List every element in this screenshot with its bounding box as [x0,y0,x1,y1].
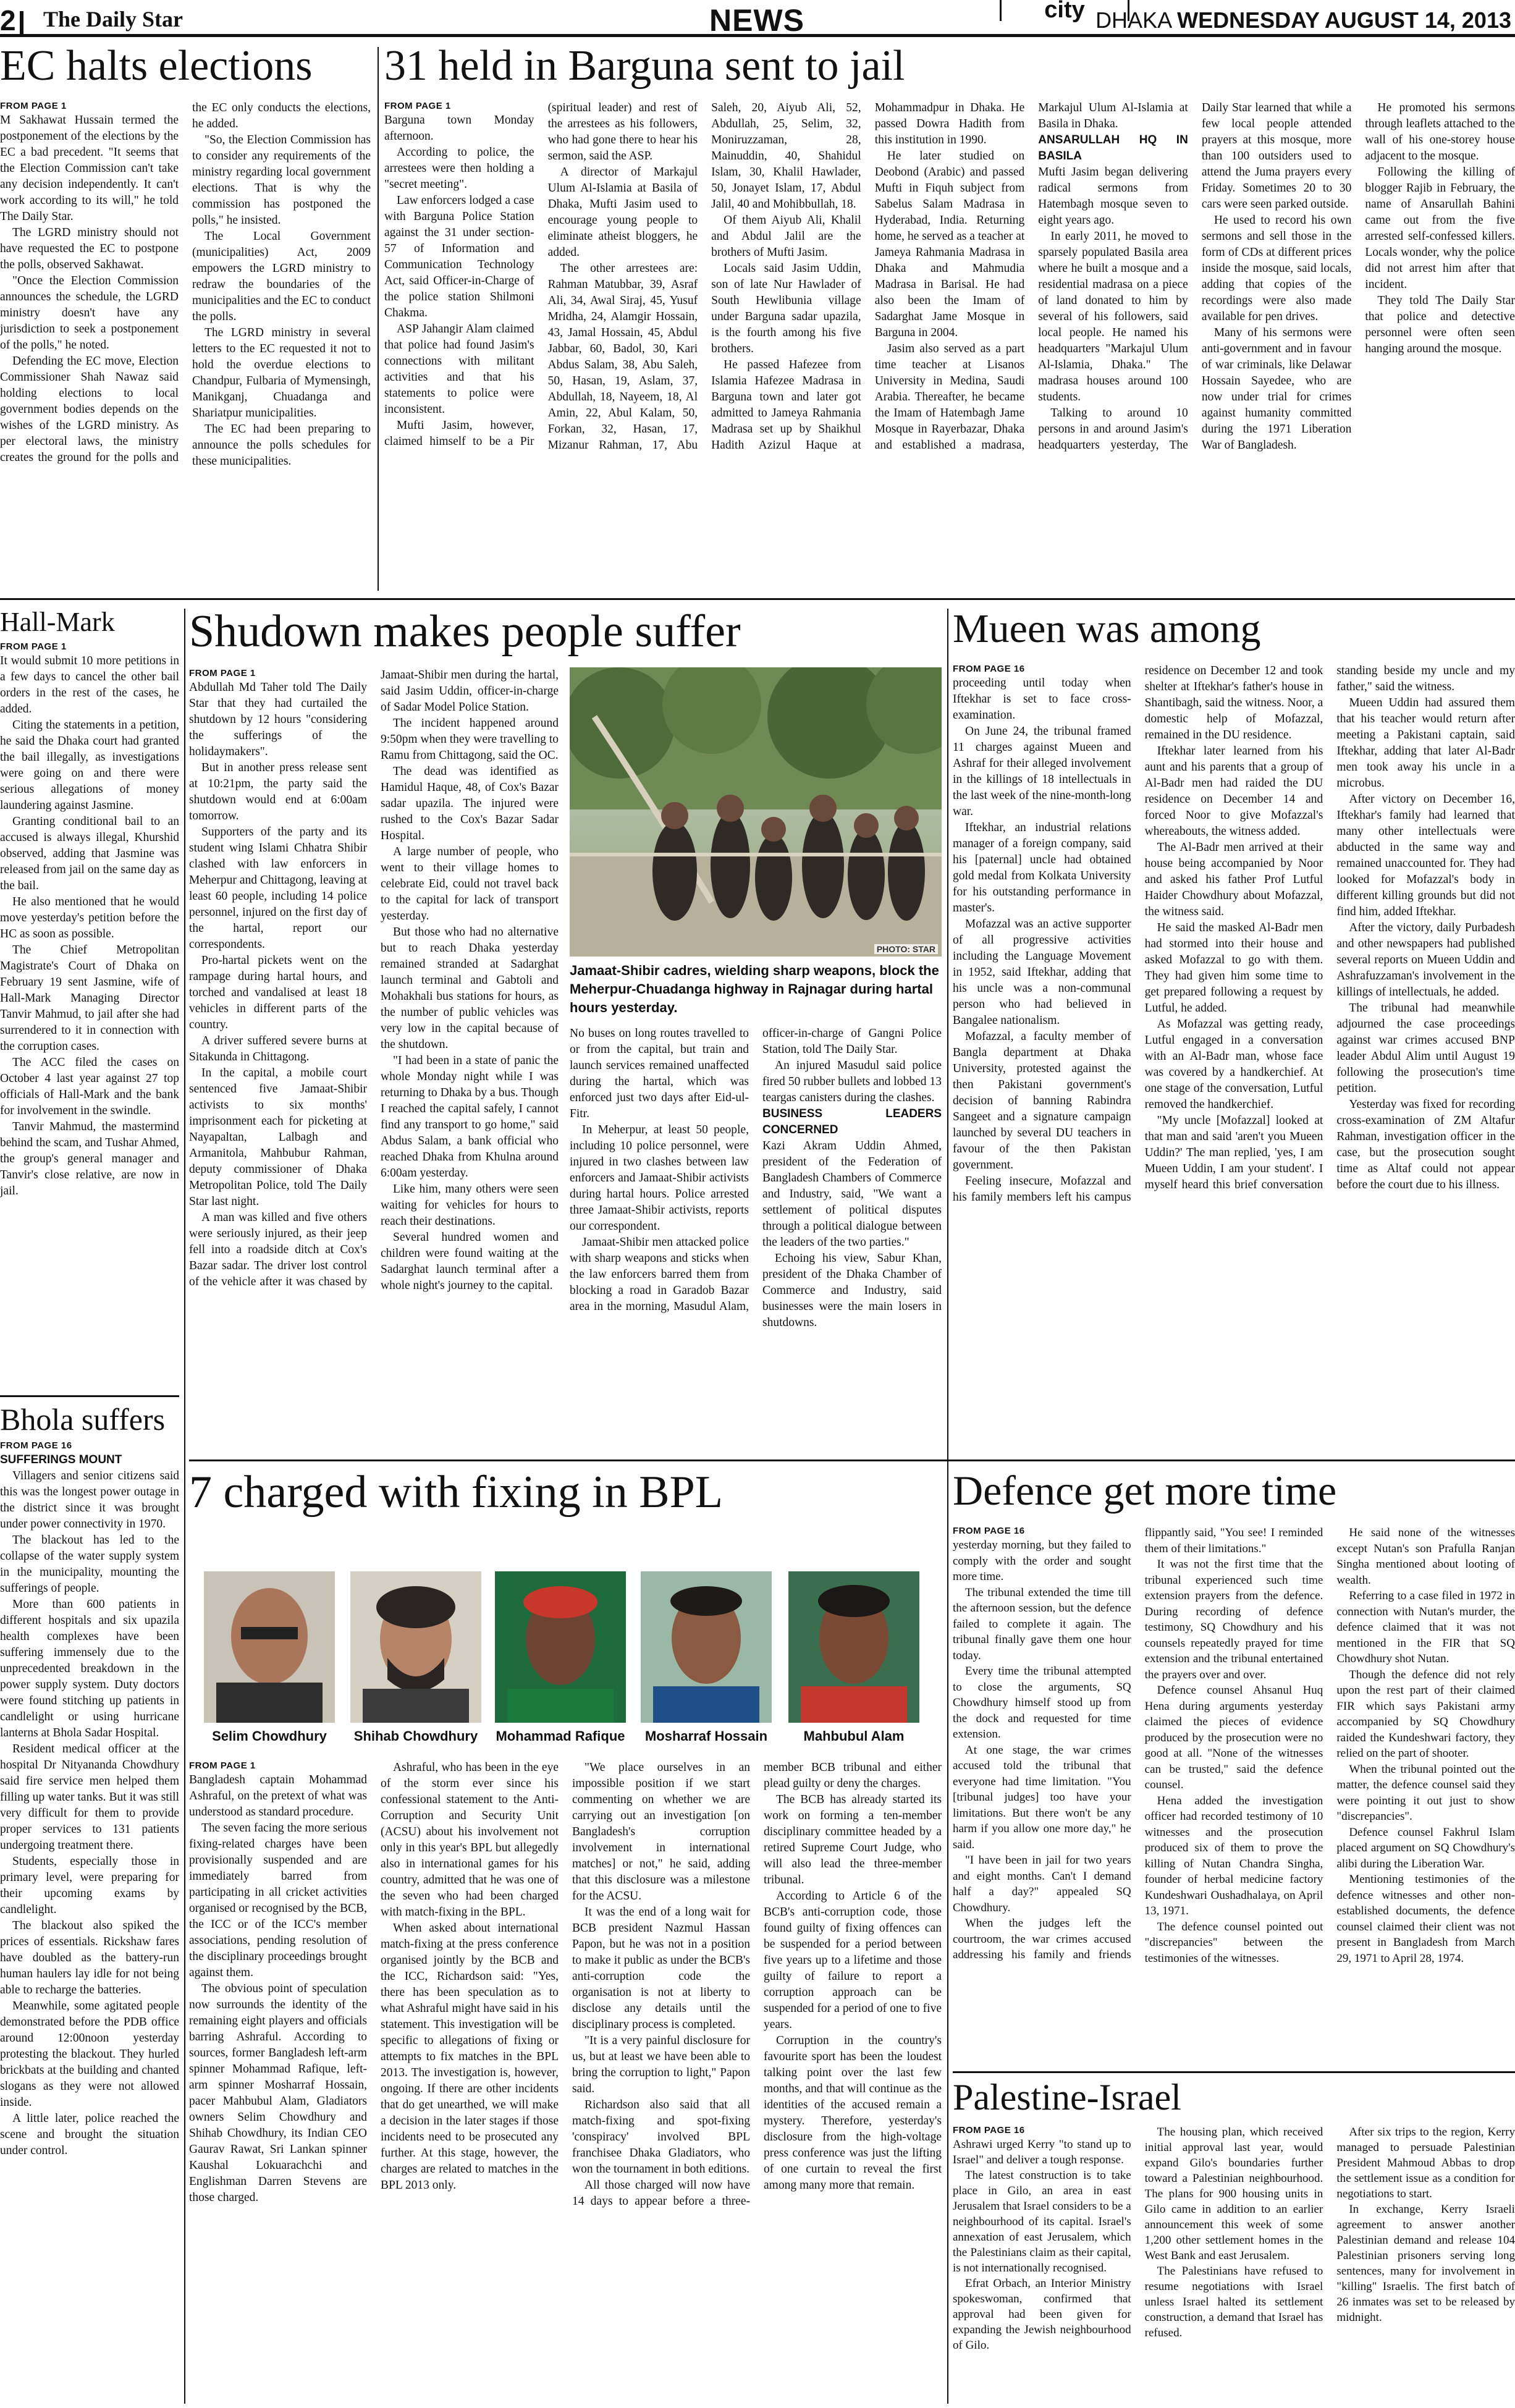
paragraph: Mofazzal, a faculty member of Bangla department at Dhaka University, protested against the then Pakistani government's decision of banning Rabindra Sangeet and a signature campaign launched by several DU teachers in favour of the then Pakistan government. [953,1030,1131,1172]
player-photo-image [350,1571,481,1723]
paragraph: In Meherpur, at least 50 people, including 10 police personnel, were injured in two clashes between law enforcers and Jamaat-Shibir activists during hartal hours. Police arrested three Jamaat-Shibir activists, reports our correspondent. [570,1123,749,1233]
paragraph: Ashrawi urged Kerry "to stand up to Israel" and deliver a tough response. [953,2138,1131,2166]
paragraph: Meanwhile, some agitated people demonstrated before the PDB office around 12:00noon yesterday protesting the blackout. They hurled brickbats at the building and chanted slogans as they were not allowed inside. [0,2000,179,2109]
paragraph: The latest construction is to take place in Gilo, an area in east Jerusalem that Israel considers to be a neighbourhood of its capital. Israel's annexation of east Jerusalem, which the Palestinians claim as their capital, is not internationally recognised. [953,2169,1131,2275]
paragraph: At one stage, the war crimes accused told the tribunal that everyone had time limitation. "You [tribunal judges] too have your limitations. But there won't be any harm if you allow one more day," he said. [953,1743,1131,1851]
paragraph: The defence counsel pointed out "discrepancies" between the testimonies of the witnesses. [1144,1920,1323,1965]
paragraph: "I had been in a state of panic the whole Monday night while I was returning to Dhaka by a bus. Though I reached the capital safely, I cannot find any transport to go home," said Abdus Salam, a bank official who reached Dhaka from Khulna around 6:00am yesterday. [381,1054,559,1180]
story-palestine-israel [953,2079,1515,2405]
page-number: 2 [0,4,23,37]
player-name: Shihab Chowdhury [353,1728,478,1744]
paragraph: After six trips to the region, Kerry managed to persuade Palestinian President Mahmoud Abbas to drop the settlement issue as a condition for negotiations to start. [1336,2126,1515,2200]
paragraph: They told The Daily Star that police and detective personnel were often seen hanging around the mosque. [1365,294,1515,355]
player-photo-3 [495,1571,626,1723]
headline: 7 charged with fixing in BPL [189,1469,723,1518]
paragraph: The dead was identified as Hamidul Haque, 48, of Cox's Bazar sadar upazila. The injured were rushed to the Cox's Bazar Sadar Hospital. [381,765,559,842]
paragraph: The BCB has already started its work on forming a ten-member disciplinary committee headed by a retired Supreme Court Judge, who will also lead the three-member tribunal. [764,1793,942,1886]
story-body [953,1525,1515,2066]
paragraph: The Al-Badr men arrived at their house being accompanied by Noor and asked his father Prof Lutful Haider Chowdhury about Mofazzal, the witness said. [1144,841,1323,918]
subhead: BUSINESS LEADERS CONCERNED [762,1107,942,1136]
paragraph: Law enforcers lodged a case with Barguna Police Station against the 31 under section-57 of Information and Communication Technology Act, said Officer-in-Charge of the police station Shilmoni Chakma. [384,194,534,319]
story-body [384,100,1515,582]
paragraph: The blackout also spiked the prices of essentials. Rickshaw fares have doubled as the battery-run human haulers lay idle for not being able to recharge the batteries. [0,1919,179,1996]
story-bhola-suffers [0,1404,179,2405]
paragraph: The obvious point of speculation now surrounds the identity of the remaining eight players and officials barring Ashraful. According to sources, former Bangladesh left-arm spinner Mohammad Rafique, left-arm spinner Mosharraf Hossain, pacer Mahbubul Alam, Gladiators owners Selim Chowdhury and Shihab Chowdhury, its Indian CEO Gaurav Rawat, Sri Lankan spinner Kaushal Lokuarachchi and Englishman Darren Stevens are those charged. [189,1982,367,2204]
player-photo-image [788,1571,919,1723]
paragraph: On June 24, the tribunal framed 11 charges against Mueen and Ashraf for their alleged involvement in the killings of 18 intellectuals in the last week of the nine-month-long war. [953,725,1131,818]
paragraph: Several hundred women and children were found waiting at the Sadarghat launch terminal after a whole night's journey to the capital. [381,1231,559,1292]
paragraph: Mofazzal was an active supporter of all progressive activities including the Language Movement in 1952, said Iftekhar, adding that his uncle was a non-communal person who had believed in Bangalee nationalism. [953,918,1131,1027]
paragraph: Abdullah Md Taher told The Daily Star that they had curtailed the shutdown by 12 hours "considering the sufferings of the holidaymakers". [189,681,367,758]
player-photo-1 [204,1571,335,1723]
paragraph: Students, especially those in primary level, were preparing for their upcoming exams by candlelight. [0,1855,179,1916]
column-rule [378,47,379,591]
paragraph: Barguna town Monday afternoon. [384,114,534,143]
story-body [953,663,1515,1448]
paragraph: M Sakhawat Hussain termed the postponement of the elections by the EC a bad precedent. "It seems that the Election Commission can't take any decision independently. It can't work according to its will," he told The Daily Star. [0,114,179,223]
paragraph: The tribunal extended the time till the afternoon session, but the defence failed to complete it again. The tribunal finally gave them one hour today. [953,1586,1131,1662]
paragraph: Resident medical officer at the hospital Dr Nityananda Chowdhury said fire service men helped them filling up water tanks. But it was still very difficult for them to provide proper services to 131 patients undergoing treatment there. [0,1743,179,1852]
paragraph: A large number of people, who went to their village homes to celebrate Eid, could not travel back to the capital for lack of transport yesterday. [381,845,559,923]
paragraph: Mufti Jasim, however, claimed himself to be a Pir (spiritual leader) and rest of the arrestees as his followers, who had gone there to hear his sermon, said the ASP. [384,101,698,448]
paragraph: The Local Government (municipalities) Act, 2009 empowers the LGRD ministry to redraw the boundaries of the municipalities and the EC to conduct the polls. [192,230,371,323]
paragraph: He used to record his own sermons and sell those in the form of CDs at different prices inside the mosque, said locals, adding that copies of the recordings were also made available for pen drives. [1201,214,1352,323]
paragraph: Jasim also served as a part time teacher at Lisanos University in Medina, Saudi Arabia. Thereafter, he became the Imam of Hatembagh Jame Mosque in Rayerbazar, Dhaka and established a madrasa, Markajul Ulum Al-Islamia at Basila in Dhaka. [874,101,1188,452]
paragraph: He promoted his sermons through leaflets attached to the wall of his one-storey house adjacent to the mosque. [1365,101,1515,163]
paragraph: Yesterday was fixed for recording cross-examination of ZM Altafur Rahman, investigation officer in the case, but the prosecution sought time as Altaf could not appear before the court due to his illness. [1336,1098,1515,1191]
paragraph: "It is a very painful disclosure for us, but at least we have been able to bring the corruption to light," Papon said. [572,2034,750,2095]
paragraph: Ashraful, who has been in the eye of the storm ever since his confessional statement to the Anti-Corruption and Security Unit (ACSU) about his involvement not only in this year's BPL but allegedly also in international games for his country, admitted that he was one of the seven who had been charged with match-fixing in the BPL. [381,1761,559,1919]
player-photo-2 [350,1571,481,1723]
hartal-photo-image [570,667,942,957]
paragraph: It was the end of a long wait for BCB president Nazmul Hassan Papon, but he was not in a position to make it public as under the BCB's anti-corruption code the organisation is not at liberty to disclose any details until the disciplinary process is completed. [572,1906,750,2031]
paragraph: In early 2011, he moved to sparsely populated Basila area where he built a mosque and a residential madrasa on a piece of land donated to him by several of his followers, said local people. He named his headquarters "Markajul Ulum Al-Islamia, Dhaka." The madrasa houses around 100 students. [1038,230,1188,403]
paragraph: Citing the statements in a petition, he said the Dhaka court had granted the bail illegally, as investigations were going on and there were serious allegations of money laundering against Jasmine. [0,719,179,812]
story-hall-mark [0,609,179,1390]
paragraph: Iftekhar, an industrial relations manager of a foreign company, said his [paternal] uncle had obtained gold medal from Kolkata University for his outstanding performance in master's. [953,821,1131,915]
story-mueen-was-among [953,609,1515,1455]
paragraph: According to Article 6 of the BCB's anti-corruption code, those found guilty of fixing offences can be suspended for a period between five years up to a lifetime and those guilty of failure to report a corruption approach can be suspended for a period of one to five years. [764,1890,942,2031]
story-defence-more-time [953,1469,1515,2069]
section-rule [953,2071,1515,2073]
column-rule [947,609,948,2404]
paragraph: Talking to around 10 persons in and around Jasim's headquarters yesterday, The Daily Star learned that while a few local people attended prayers at this mosque, more than 100 outsiders used to attend the Juma prayers every Friday. Sometimes 20 to 30 cars were seen parked outside. [1038,101,1352,452]
paragraph: yesterday morning, but they failed to comply with the order and sought more time. [953,1539,1131,1583]
section-rule [0,598,1515,600]
paragraph: Referring to a case filed in 1972 in connection with Nutan's murder, the defence claimed that it was not mentioned in the FIR that SQ Chowdhury shot Nutan. [1336,1589,1515,1665]
paragraph: Following the killing of blogger Rajib in February, the name of Ansarullah Bahini came out from the five arrested self-confessed killers. Locals wonder, why the police did not arrest him after that incident. [1365,166,1515,291]
paragraph: All those charged will now have 14 days to appear before a three-member BCB tribunal and either plead guilty or deny the charges. [572,1761,942,2208]
paragraph: The blackout has led to the collapse of the water supply system in the municipality, mounting the sufferings of people. [0,1534,179,1595]
paper-name: The Daily Star [43,7,184,32]
story-body [0,100,371,582]
paragraph: Defence counsel Ahsanul Huq Hena during arguments yesterday claimed the pieces of evidence produced by the prosecution were no good at all. "None of the witnesses can be trusted," said the defence counsel. [1144,1684,1323,1791]
photo-credit: PHOTO: STAR [874,944,938,954]
paragraph: The Chief Metropolitan Magistrate's Court of Dhaka on February 19 sent Jasmine, wife of Hall-Mark Managing Director Tanvir Mahmud, to jail after she had surrendered to it in connection with the corruption cases. [0,944,179,1053]
player-photo-image [641,1571,772,1723]
paragraph: The tribunal had meanwhile adjourned the case proceedings against war crimes accused BNP leader Abdul Alim until August 19 following the prosecution's time petition. [1336,1002,1515,1095]
paragraph: Richardson also said that all match-fixing and spot-fixing 'conspiracy' involved BPL franchisee Dhaka Gladiators, who won the tournament in both editions. [572,2098,750,2176]
paragraph: Bangladesh captain Mohammad Ashraful, on the pretext of what was understood as standard procedure. [189,1773,367,1819]
paragraph: It was not the first time that the tribunal experienced such time extension prayers from the defence. During recording of defence testimony, SQ Chowdhury and his counsels repeatedly prayed for time extension and the tribunal entertained the prayers over and over. [1144,1558,1323,1681]
paragraph: Mentioning testimonies of the defence witnesses and other non-established documents, the defence counsel claimed their client was not present in Bangladesh from March 29, 1971 to April 28, 1974. [1336,1873,1515,1965]
paragraph: According to police, the arrestees were then holding a "secret meeting". [384,146,534,191]
paragraph: He passed Hafezee from Islamia Hafezee Madrasa in Barguna town and later got admitted to Jameya Rahmania Madrasa set up by Shaikhul Hadith Azizul Haque at Mohammadpur in Dhaka. He passed Dowra Hadith from this institution in 1990. [711,101,1025,452]
headline: Palestine-Israel [953,2079,1181,2118]
story-ec-halts-elections [0,44,371,588]
paragraph: He said none of the witnesses except Nutan's son Prafulla Ranjan Singha mentioned about looting of wealth. [1336,1526,1515,1587]
paragraph: Hena added the investigation officer had recorded testimony of 10 witnesses and the prosecution produced six of them to prove the killing of Nutan Chandra Singha, founder of herbal medicine factory Kundeshwari Oushadhalaya, on April 13, 1971. [1144,1794,1323,1917]
paragraph: The EC had been preparing to announce the polls schedules for these municipalities. [192,423,371,468]
paragraph: The Palestinians have refused to resume negotiations with Israel unless Israel halted its settlement construction, a demand that Israel has refused. [1144,2265,1323,2339]
paragraph: He also mentioned that he would move yesterday's petition before the HC as soon as possible. [0,895,179,940]
paragraph: "I have been in jail for two years and eight months. Can't I demand half a day?" appealed SQ Chowdhury. [953,1854,1131,1914]
paragraph: But those who had no alternative but to reach Dhaka yesterday remained stranded at Sadarghat launch terminal and Gabtoli and Mohakhali bus stations for hours, as the number of public vehicles was very low in the capital because of the shutdown. [381,926,559,1051]
jump-kicker: FROM PAGE 16 [953,664,1025,674]
paragraph: Supporters of the party and its student wing Islami Chhatra Shibir clashed with law enforcers in Meherpur and Chittagong, leaving at least 60 people, including 14 police personnel, injured on the first day of the hartal, report our correspondents. [189,826,367,951]
paragraph: Of them Aiyub Ali, Khalil and Abdul Jalil are the brothers of Mufti Jasim. [711,214,861,259]
section-label: NEWS [709,3,804,38]
player-name: Mohammad Rafique [496,1728,625,1744]
paragraph: In the capital, a mobile court sentenced five Jamaat-Shibir activists to six months' imprisonment each for picketing at Nayapaltan, Lalbagh and Armanitola, Mahbubur Rahman, deputy commissioner of Dhaka Metropolitan Police, told The Daily Star last night. [189,1067,367,1208]
masthead [0,0,1515,37]
paragraph: Every time the tribunal attempted to close the arguments, SQ Chowdhury himself stood up from the dock and requested for time extension. [953,1665,1131,1741]
jump-kicker: FROM PAGE 1 [0,101,67,111]
paragraph: proceeding until today when Iftekhar is set to face cross-examination. [953,677,1131,722]
paragraph: "So, the Election Commission has to consider any requirements of the ministry regarding local government elections. That is why the commission has postponed the polls," he insisted. [192,133,371,227]
paragraph: A little later, police reached the scene and brought the situation under control. [0,2112,179,2157]
paragraph: The seven facing the more serious fixing-related charges have been provisionally suspended and are immediately barred from participating in all cricket activities organised or recognised by the BCB, the ICC or of the ICC's member associations, pending resolution of the disciplinary proceedings brought against them. [189,1822,367,1979]
headline: Bhola suffers [0,1404,166,1437]
paragraph: Efrat Orbach, an Interior Ministry spokeswoman, confirmed that approval had been given for expanding the Jewish neighbourhood of Gilo. [953,2277,1131,2352]
paragraph: In exchange, Kerry Israeli agreement to answer another Palestinian demand and release 104 Palestinian prisoners serving long sentences, many for involvement in "killing" Israelis. The first batch of 26 inmates was set to be released by midnight. [1336,2203,1515,2324]
jump-kicker: FROM PAGE 16 [0,1440,72,1451]
paragraph: Kazi Akram Uddin Ahmed, president of the Federation of Bangladesh Chambers of Commerce and Industry, said, "We want a settlement of political disputes through a political dialogue between the leaders of the two parties." [762,1139,942,1249]
player-photo-4 [641,1571,772,1723]
player-photo-5 [788,1571,919,1723]
paragraph: Villagers and senior citizens said this was the longest power outage in the district since it was brought under power connectivity in 1970. [0,1469,179,1531]
paragraph: The ACC filed the cases on October 4 last year against 27 top officials of Hall-Mark and the bank for involvement in the swindle. [0,1056,179,1117]
paragraph: "We place ourselves in an impossible position if we start commenting on whether we are carrying out an investigation [on Bangladesh's corruption involvement in international matches] or not," he said, adding that this disclosure was a milestone for the ACSU. [572,1761,750,1903]
paragraph: An injured Masudul said police fired 50 rubber bullets and lobbed 13 teargas canisters during the clashes. [762,1059,942,1104]
hartal-photo [570,667,942,957]
paragraph: Defence counsel Fakhrul Islam placed argument on SQ Chowdhury's alibi during the Liberation War. [1336,1825,1515,1870]
player-name: Mosharraf Hossain [644,1728,768,1744]
paragraph: Mueen Uddin had assured them that his teacher would return after meeting a Pakistani captain, said Iftekhar, adding that later Al-Badr men took away his uncle in a microbus. [1336,696,1515,790]
subsection-label: city [1000,0,1129,21]
jump-kicker: FROM PAGE 1 [384,101,451,111]
paragraph: "My uncle [Mofazzal] looked at that man and said 'aren't you Mueen Uddin?' The man replied, 'yes, I am Mueen Uddin, I am your student'. I myself heard this brief conversation standing beside my uncle and my father," said the witness. [1144,664,1515,1191]
paragraph: He said the masked Al-Badr men had stormed into their house and asked Mofazzal to go with them. They had given him some time to get prepared following a request by Lutful, he added. [1144,921,1323,1015]
photo-caption: Jamaat-Shibir cadres, wielding sharp weapons, block the Meherpur-Chuadanga highway in Rajnagar during hartal hours yesterday. [570,963,939,1015]
paragraph: The incident happened around 9:50pm when they were travelling to Ramu from Chittagong, said the OC. [381,717,559,762]
headline: EC halts elections [0,44,313,90]
paragraph: Pro-hartal pickets went on the rampage during hartal hours, and torched and vandalised at least 18 vehicles in different parts of the country. [189,954,367,1031]
subhead: ANSARULLAH HQ IN BASILA [1038,133,1188,163]
shutdown-body-left [189,667,559,1452]
paragraph: A driver suffered severe burns at Sitakunda in Chittagong. [189,1034,367,1063]
paragraph: He later studied on Deobond (Arabic) and passed Mufti in Fiquh subject from Sabelus Salam Madrasa in Hyderabad, India. Returning home, he served as a teacher at Jameya Rahmania Madrasa in Dhaka and Mahmudia Madrasa in Barisal. He had also been the Imam of Sadarghat Jame Mosque in Barguna in 2004. [874,150,1025,339]
jump-kicker: FROM PAGE 1 [0,641,67,652]
shutdown-body-right [570,1026,942,1452]
paragraph: The LGRD ministry should not have requested the EC to postpone the polls, observed Sakhawat. [0,226,179,271]
paragraph: Tanvir Mahmud, the mastermind behind the scam, and Tushar Ahmed, the group's general manager and Tanvir's close relative, are now in jail. [0,1120,179,1198]
paragraph: More than 600 patients in different hospitals and six upazila health complexes have been suffering immensely due to the unprecedented breakdown in the power supply system. Duty doctors were found stitching up patients in candlelight or using hurricane lanterns at Bhola Sadar Hospital. [0,1598,179,1739]
bpl-body [189,1760,942,2405]
section-rule [0,1395,179,1397]
paragraph: ASP Jahangir Alam claimed that police had found Jasim's connections with militant activities and that his statements to police were inconsistent. [384,323,534,416]
headline: Shudown makes people suffer [189,609,741,657]
story-bpl-fixing [189,1469,942,1571]
paragraph: Mufti Jasim began delivering radical sermons from Hatembagh mosque seven to eight years ago. [1038,166,1188,227]
paragraph: But in another press release sent at 10:21pm, the party said the shutdown would end at 6:00am tomorrow. [189,761,367,822]
headline: Mueen was among [953,609,1261,651]
story-barguna-jail [384,44,1515,588]
paragraph: Corruption in the country's favourite sport has been the loudest talking point over the last few months, and that will continue as the identities of the accused remain a mystery. Therefore, yesterday's disclosure from the high-voltage press conference was just the lifting of one curtain to reveal the first among many more that remain. [764,2034,942,2192]
player-photo-image [204,1571,335,1723]
paragraph: Iftekhar later learned from his aunt and his parents that a group of Al-Badr men had raided the DU residence on December 14 and forced Noor to give Mofazzal's whereabouts, the witness added. [1144,745,1323,838]
paragraph: Granting conditional bail to an accused is always illegal, Khurshid observed, adding that Jasmine was released from jail on the same day as the bail. [0,815,179,892]
paragraph: Many of his sermons were anti-government and in favour of war criminals, like Delawar Hossain Sayedee, who are now under trial for crimes against humanity committed during the 1971 Liberation War of Bangladesh. [1201,326,1352,452]
paragraph: The housing plan, which received initial approval last year, would expand Gilo's boundaries further toward a Palestinian neighbourhood. The plans for 900 housing units in Gilo came in addition to an earlier announcement this week of some 1,200 other settlement homes in the West Bank and east Jerusalem. [1144,2126,1323,2262]
paragraph: Feeling insecure, Mofazzal and his family members left his campus residence on December 12 and took shelter at Iftekhar's father's house in Shantibagh, said the witness. Noor, a domestic help of Mofazzal, remained in the DU residence. [953,664,1323,1204]
column-rule [184,609,185,2404]
story-body [0,1440,179,2404]
paragraph: Like him, many others were seen waiting for vehicles for hours to reach their destinations. [381,1183,559,1228]
paragraph: After the victory, daily Purbadesh and other newspapers had published several reports on Mueen Uddin and Ashrafuzzaman's involvement in the killings of intellectuals, he added. [1336,921,1515,999]
subhead: SUFFERINGS MOUNT [0,1453,122,1466]
paragraph: Jamaat-Shibir men attacked police with sharp weapons and sticks when the law enforcers barred them from blocking a road in Garadob Bazar area in the morning, Masudul Alam, officer-in-charge of Gangni Police Station, told The Daily Star. [570,1027,942,1313]
paragraph: No buses on long routes travelled to or from the capital, but train and launch services remained unaffected during the hartal, which was enforced just two days after Eid-ul-Fitr. [570,1027,749,1120]
paragraph: The LGRD ministry in several letters to the EC requested it not to hold the overdue elections to Chandpur, Fulbaria of Mymensingh, Manikganj, Chuadanga and Shariatpur municipalities. [192,326,371,420]
paragraph: A director of Markajul Ulum Al-Islamia at Basila of Dhaka, Mufti Jasim used to encourage young people to eliminate atheist bloggers, he added. [547,166,698,259]
paragraph: When the tribunal pointed out the matter, the defence counsel said they were pointing it out just to show "discrepancies". [1336,1762,1515,1823]
paragraph: Defending the EC move, Election Commissioner Shah Nawaz said holding elections to local government bodies depends on the wishes of the LGRD ministry. As per electoral laws, the ministry creates the ground for the polls and the EC only conducts the elections, he added. [0,101,371,464]
story-body [953,2124,1515,2404]
headline: 31 held in Barguna sent to jail [384,44,905,90]
jump-kicker: FROM PAGE 1 [189,668,256,678]
paragraph: When asked about international match-fixing at the press conference organised jointly by the BCB and the ICC, Richardson said: "Yes, there has been speculation as to what Ashraful might have said in his statement. This investigation will be specific to allegations of fixing or attempts to fix matches in the BPL 2013. The investigation is, however, ongoing. If there are other incidents that do get unearthed, we will make a decision in the later stages if those incidents need to be prosecuted any further. At this stage, however, the charges are related to matches in the BPL 2013 only. [381,1922,559,2192]
headline: Defence get more time [953,1469,1337,1514]
paragraph: Echoing his view, Sabur Khan, president of the Dhaka Chamber of Commerce and Industry, said businesses were the main losers in shutdowns. [762,1252,942,1329]
paragraph: "Once the Election Commission announces the schedule, the LGRD ministry doesn't have any jurisdiction to seek a postponement of the polls," he noted. [0,274,179,352]
paragraph: As Mofazzal was getting ready, Lutful engaged in a conversation with an Al-Badr man, whose face was covered by a handkerchief. At one stage of the conversation, Lutful removed the handkerchief. [1144,1018,1323,1111]
paragraph: When the judges left the courtroom, the war crimes accused addressing his family and friends flippantly said, "You see! I reminded them of their limitations." [953,1526,1323,1961]
paragraph: A man was killed and five others were seriously injured, as their jeep fell into a roadside ditch at Cox's Bazar sadar. The driver lost control of the vehicle after it was chased by Jamaat-Shibir men during the hartal, said Jasim Uddin, officer-in-charge of Sadar Model Police Station. [189,669,559,1288]
jump-kicker: FROM PAGE 1 [189,1760,256,1771]
jump-kicker: FROM PAGE 16 [953,1526,1025,1536]
dateline: DHAKA WEDNESDAY AUGUST 14, 2013 [1095,7,1511,33]
player-photo-image [495,1571,626,1723]
paragraph: Locals said Jasim Uddin, son of late Nur Hawlader of South Hewlibunia village under Barguna sadar upazila, is the fourth among his five brothers. [711,262,861,355]
jump-kicker: FROM PAGE 16 [953,2125,1025,2136]
player-name: Selim Chowdhury [212,1728,327,1744]
paragraph: The other arrestees are: Rahman Matubbar, 39, Asraf Ali, 34, Awal Siraj, 45, Yusuf Mridha, 24, Alamgir Hossain, 43, Jamal Hossain, 45, Abdul Jabbar, 60, Badol, 30, Kari Abdus Salam, 38, Abu Saleh, 50, Hasan, 19, Aslam, 37, Abdullah, 18, Nayeem, 18, Al Amin, 22, Abul Kalam, 50, Forkan, 32, Hasan, 17, Mizanur Rahman, 17, Abu Saleh, 20, Aiyub Ali, 52, Abdullah, 25, Selim, 32, Moniruzzaman, 28, Mainuddin, 40, Shahidul Islam, 30, Khalil Hawlader, 50, Jonayet Islam, 17, Abdul Jalil, 40 and Mohibbullah, 18. [547,101,861,452]
story-body [0,641,179,1385]
player-name: Mahbubul Alam [803,1728,905,1744]
headline: Hall-Mark [0,609,115,637]
paragraph: It would submit 10 more petitions in a few days to cancel the other bail orders in the rest of the cases, he added. [0,654,179,716]
section-rule [189,1460,1515,1461]
paragraph: Though the defence did not rely upon the rest part of their claimed FIR which says Pakistani army accompanied by SQ Chowdhury raided the Kundeshwari factory, they relied on the part of shooter. [1336,1668,1515,1760]
paragraph: After victory on December 16, Iftekhar's family had learned that many other intellectuals were abducted in the same way and remained unaccounted for. They had looked for Mofazzal's body in different killing grounds but did not find him, added Iftekhar. [1336,793,1515,918]
